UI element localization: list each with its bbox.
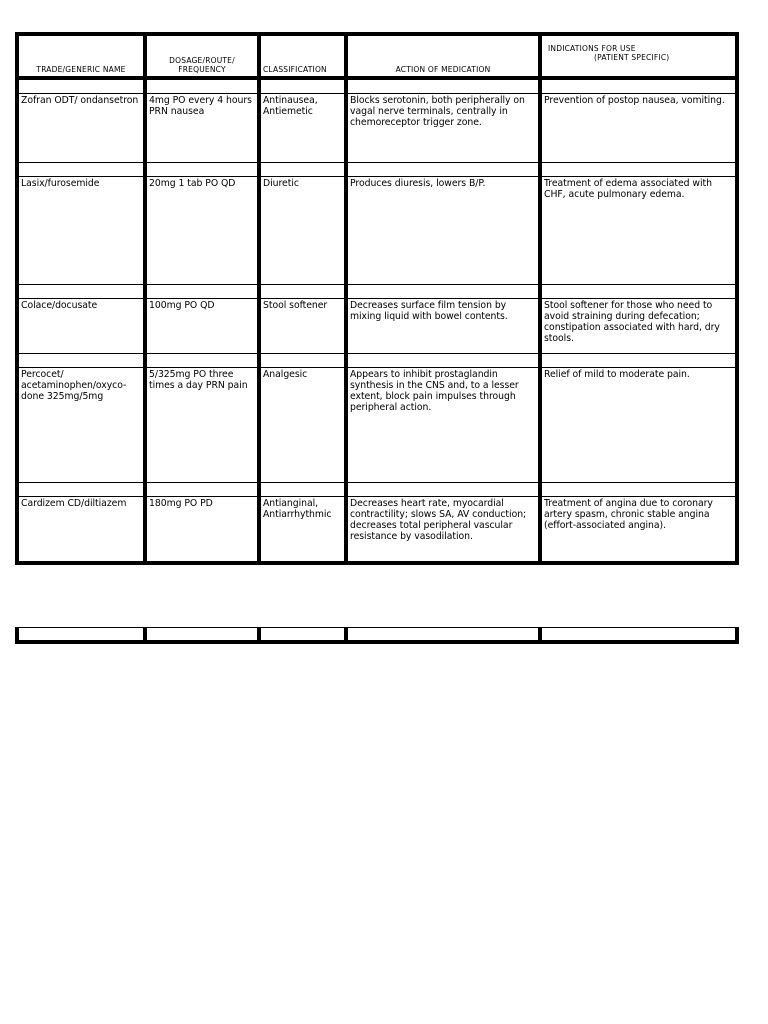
spacer-row: [17, 78, 737, 94]
cell-indication: Stool softener for those who need to avoid straining during defecation; constipation associated with hard, dry stools.: [540, 299, 737, 354]
cell-classification: Stool softener: [259, 299, 346, 354]
cell-action: Decreases heart rate, myocardial contractility; slows SA, AV conduction; decreases total peripheral vascular resistance by vasodilation.: [346, 497, 540, 564]
cell-action: Blocks serotonin, both peripherally on vagal nerve terminals, centrally in chemoreceptor trigger zone.: [346, 94, 540, 163]
cell-indication: Treatment of angina due to coronary artery spasm, chronic stable angina (effort-associated angina).: [540, 497, 737, 564]
empty-table-row: [15, 627, 739, 644]
spacer-row: [17, 163, 737, 177]
cell-indication: Prevention of postop nausea, vomiting.: [540, 94, 737, 163]
empty-cell: [259, 628, 346, 643]
spacer-row: [17, 483, 737, 497]
header-indications-line1: INDICATIONS FOR USE: [548, 44, 636, 53]
header-indications-line2: (PATIENT SPECIFIC): [594, 53, 670, 62]
header-trade-generic: TRADE/GENERIC NAME: [17, 34, 145, 78]
cell-dosage: 4mg PO every 4 hours PRN nausea: [145, 94, 259, 163]
cell-dosage: 5/325mg PO three times a day PRN pain: [145, 368, 259, 483]
spacer-row: [17, 285, 737, 299]
table-row: [17, 177, 737, 285]
cell-indication: Treatment of edema associated with CHF, acute pulmonary edema.: [540, 177, 737, 285]
empty-cell: [17, 628, 145, 643]
medication-table: [15, 32, 739, 565]
cell-name: Zofran ODT/ ondansetron: [17, 94, 145, 163]
header-action: ACTION OF MEDICATION: [346, 34, 540, 78]
empty-cell: [346, 628, 540, 643]
cell-name: Cardizem CD/diltiazem: [17, 497, 145, 564]
header-indications: [540, 34, 737, 78]
spacer-row: [17, 354, 737, 368]
cell-dosage: 100mg PO QD: [145, 299, 259, 354]
cell-name: Lasix/furosemide: [17, 177, 145, 285]
cell-action: Appears to inhibit prostaglandin synthesis in the CNS and, to a lesser extent, block pain impulses through peripheral action.: [346, 368, 540, 483]
cell-classification: Analgesic: [259, 368, 346, 483]
cell-dosage: 180mg PO PD: [145, 497, 259, 564]
table-row: [17, 299, 737, 354]
table-row: [17, 628, 737, 643]
table-row: [17, 94, 737, 163]
cell-classification: Antinausea, Antiemetic: [259, 94, 346, 163]
empty-cell: [540, 628, 737, 643]
cell-name: Colace/docusate: [17, 299, 145, 354]
table-row: [17, 368, 737, 483]
empty-cell: [145, 628, 259, 643]
cell-name: Percocet/ acetaminophen/oxyco-done 325mg/5mg: [17, 368, 145, 483]
table-row: [17, 497, 737, 564]
cell-classification: Antianginal, Antiarrhythmic: [259, 497, 346, 564]
header-dosage-line2: FREQUENCY: [178, 65, 226, 74]
cell-dosage: 20mg 1 tab PO QD: [145, 177, 259, 285]
cell-action: Decreases surface film tension by mixing liquid with bowel contents.: [346, 299, 540, 354]
header-dosage: [145, 34, 259, 78]
cell-action: Produces diuresis, lowers B/P.: [346, 177, 540, 285]
header-classification: CLASSIFICATION: [259, 34, 346, 78]
header-row: [17, 34, 737, 78]
cell-classification: Diuretic: [259, 177, 346, 285]
header-dosage-line1: DOSAGE/ROUTE/: [169, 56, 235, 65]
cell-indication: Relief of mild to moderate pain.: [540, 368, 737, 483]
